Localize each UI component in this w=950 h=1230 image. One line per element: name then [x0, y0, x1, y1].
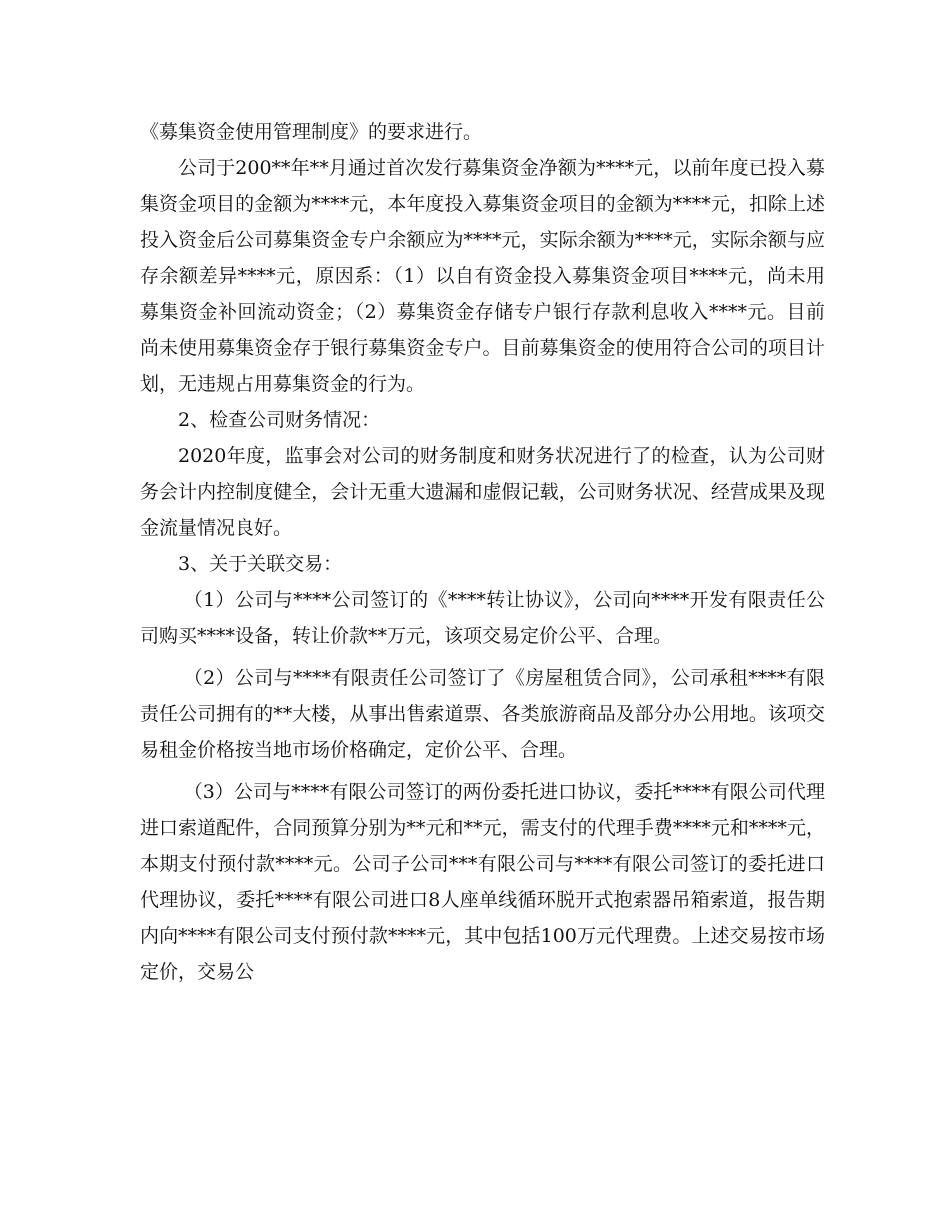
- paragraph-transaction-3: （3）公司与****有限公司签订的两份委托进口协议，委托****有限公司代理进口索道配件，合同预算分别为**元和**元，需支付的代理手费****元和****元，本期支付预付款****元。公司子公司***有限公司与****有限公司签订的委托进口代理协议，委托****有限公司进口8人座单线循环脱开式抱索器吊箱索道，报告期内向****有限公司支付预付款****元，其中包括100万元代理费。上述交易按市场定价，交易公: [140, 781, 825, 983]
- document-body: [140, 114, 825, 990]
- paragraph-continuation: 《募集资金使用管理制度》的要求进行。: [140, 121, 483, 143]
- paragraph-finance-check: 2020年度，监事会对公司的财务制度和财务状况进行了的检查，认为公司财务会计内控制度健全，会计无重大遗漏和虚假记载，公司财务状况、经营成果及现金流量情况良好。: [140, 445, 825, 539]
- paragraph-raised-funds: 公司于200**年**月通过首次发行募集资金净额为****元，以前年度已投入募集资金项目的金额为****元，本年度投入募集资金项目的金额为****元，扣除上述投入资金后公司募集资金专户余额应为****元，实际余额为****元，实际余额与应存余额差异****元，原因系：（1）以自有资金投入募集资金项目****元，尚未用募集资金补回流动资金；（2）募集资金存储专户银行存款利息收入****元。目前尚未使用募集资金存于银行募集资金专户。目前募集资金的使用符合公司的项目计划，无违规占用募集资金的行为。: [140, 157, 825, 395]
- section-heading-finance-check: 2、检查公司财务情况：: [178, 409, 381, 431]
- section-heading-related-transactions: 3、关于关联交易：: [178, 553, 343, 575]
- paragraph-transaction-2: （2）公司与****有限责任公司签订了《房屋租赁合同》，公司承租****有限责任公司拥有的**大楼，从事出售索道票、各类旅游商品及部分办公用地。该项交易租金价格按当地市场价格确定，定价公平、合理。: [140, 667, 825, 761]
- paragraph-transaction-1: （1）公司与****公司签订的《****转让协议》，公司向****开发有限责任公司购买****设备，转让价款**万元，该项交易定价公平、合理。: [140, 589, 825, 647]
